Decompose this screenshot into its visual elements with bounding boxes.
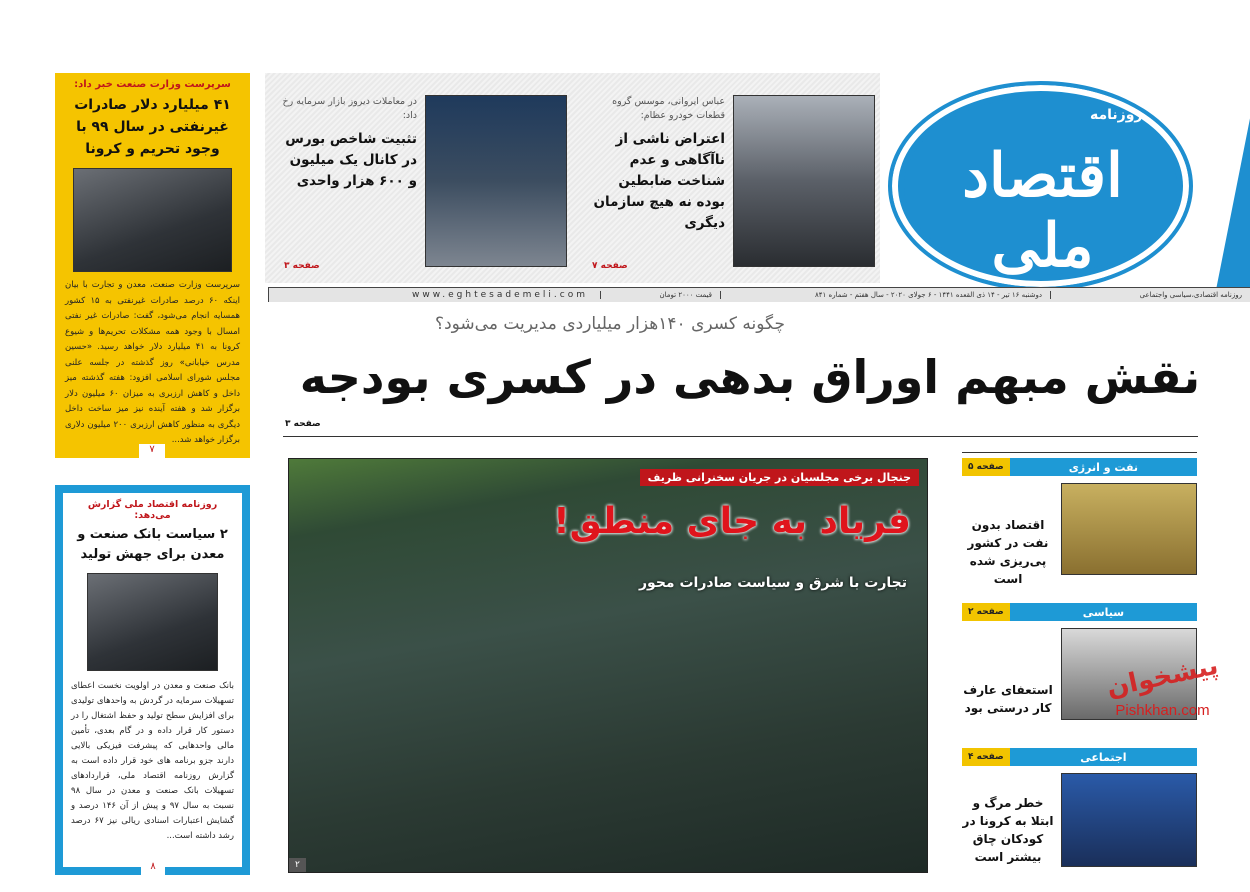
masthead-kicker: روزنامه [1090,107,1143,123]
story-headline: اقتصاد بدون نفت در کشور پی‌ریزی شده است [967,518,1049,586]
story-photo [425,95,567,267]
watermark-url: Pishkhan.com [1115,702,1210,719]
story-photo [87,573,218,671]
website-link[interactable]: www.eghtesademeli.com [412,290,588,300]
masthead-title: اقتصاد ملی [962,141,1123,281]
story-headline: خطر مرگ و ابتلا به کرونا در کودکان چاق بیشتر است [962,796,1054,864]
story-kicker: در معاملات دیروز بازار سرمایه رخ داد: [282,96,417,121]
watermark-logo [1100,640,1225,745]
page-number: ۷ [139,444,165,458]
lead-kicker: چگونه کسری ۱۴۰هزار میلیاردی مدیریت می‌شود؟ [435,314,785,334]
left-yellow-story [55,73,250,458]
divider [283,436,1198,437]
story-photo [73,168,232,272]
page-ref: صفحه ۲ [962,603,1010,621]
top-story-1 [590,95,880,275]
story-headline: ۴۱ میلیارد دلار صادرات غیرنفتی در سال ۹۹ با وجود تحریم و کرونا [74,97,231,157]
story-photo [1061,483,1197,575]
main-photo [288,458,928,873]
section-label: نفت و انرژی [1068,460,1139,474]
issue-date: دوشنبه ۱۶ تیر - ۱۴ ذی القعده ۱۴۴۱ - ۶ جولای ۲۰۲۰ - سال هفتم - شماره ۸۴۱ [720,291,1050,299]
page-number: ۸ [141,861,165,875]
info-strip [268,287,1250,302]
page-ref: صفحه ۷ [592,261,628,271]
watermark-brand: پیشخوان [1104,650,1221,704]
story-headline: تثبیت شاخص بورس در کانال یک میلیون و ۶۰۰ هزار واحدی [285,131,417,189]
photo-kicker: جنجال برخی مجلسیان در جریان سخنرانی ظریف [640,469,919,486]
photo-headline: فریاد به جای منطق! [553,501,911,542]
story-headline: اعتراض ناشی از ناآگاهی و عدم شناخت ضابطین بوده نه هیچ سازمان دیگری [593,131,725,231]
price: قیمت ۲۰۰۰ تومان [600,291,720,299]
sidebar-top-line [962,452,1197,453]
story-photo [733,95,875,267]
story-kicker: عباس ایروانی، موسس گروه قطعات خودرو عظام: [612,96,725,121]
story-photo [1061,773,1197,867]
story-body: سرپرست وزارت صنعت، معدن و تجارت با بیان اینکه ۶۰ درصد صادرات غیرنفتی به ۱۵ کشور همسایه انجام می‌شود، گفت: صادرات غیر نفتی امسال با وجود همه مشکلات تحریم‌ها و شیوع کرونا به ۴۱ میلیارد دلار خواهد رسید. «حسین مدرس خیابانی» روز گذشته در جلسه علنی مجلس شورای اسلامی افزود: هفته گذشته میز داخل و کاهش ارزبری به میزان ۶۰ میلیون دلار برگزار شد و هفته آینده نیز میز ساخت داخل دیگری به منظور کاهش ارزبری ۲۰۰ میلیون دلاری برگزار خواهد شد... [65,280,241,445]
story-headline: استعفای عارف کار درستی بود [963,683,1053,715]
story-kicker: روزنامه اقتصاد ملی گزارش می‌دهد: [87,499,218,521]
page-ref: صفحه ۳ [284,261,320,271]
page-ref: صفحه ۴ [962,748,1010,766]
page-ref: صفحه ۵ [962,458,1010,476]
masthead-logo [880,73,1250,300]
story-body: بانک صنعت و معدن در اولویت نخست اعطای تسهیلات سرمایه در گردش به واحدهای تولیدی برای افزایش سطح تولید و حفظ اشتغال را در دستور کار قرار داده و در گام بعدی، تأمین مالی واحدهایی که پیشرفت فیزیکی بالایی دارند جزو برنامه های خود قرار داده است به گزارش روزنامه اقتصاد ملی، قراردادهای تسهیلات بانک صنعت و معدن در سال ۹۸ نسبت به سال ۹۷ و پیش از آن ۱۴۶ درصد و گشایش اعتبارات اسنادی ریالی نیز ۶۷ درصد رشد داشته است... [71,681,234,841]
sidebar-story-1 [962,458,1197,588]
photo-subhead: تجارت با شرق و سیاست صادرات محور [638,575,907,591]
paper-type: روزنامه اقتصادی،سیاسی واجتماعی [1050,291,1250,299]
page-number: ۲ [289,858,306,872]
story-kicker: سرپرست وزارت صنعت خبر داد: [74,79,231,90]
story-headline: ۲ سیاست بانک صنعت و معدن برای جهش تولید [77,527,228,562]
left-blue-story [55,485,250,875]
lead-page-ref: صفحه ۳ [285,419,321,429]
section-label: اجتماعی [1080,750,1127,764]
top-story-2 [282,95,582,275]
lead-headline: نقش مبهم اوراق بدهی در کسری بودجه [299,350,1201,404]
sidebar-story-3 [962,748,1197,873]
section-label: سیاسی [1082,605,1125,619]
